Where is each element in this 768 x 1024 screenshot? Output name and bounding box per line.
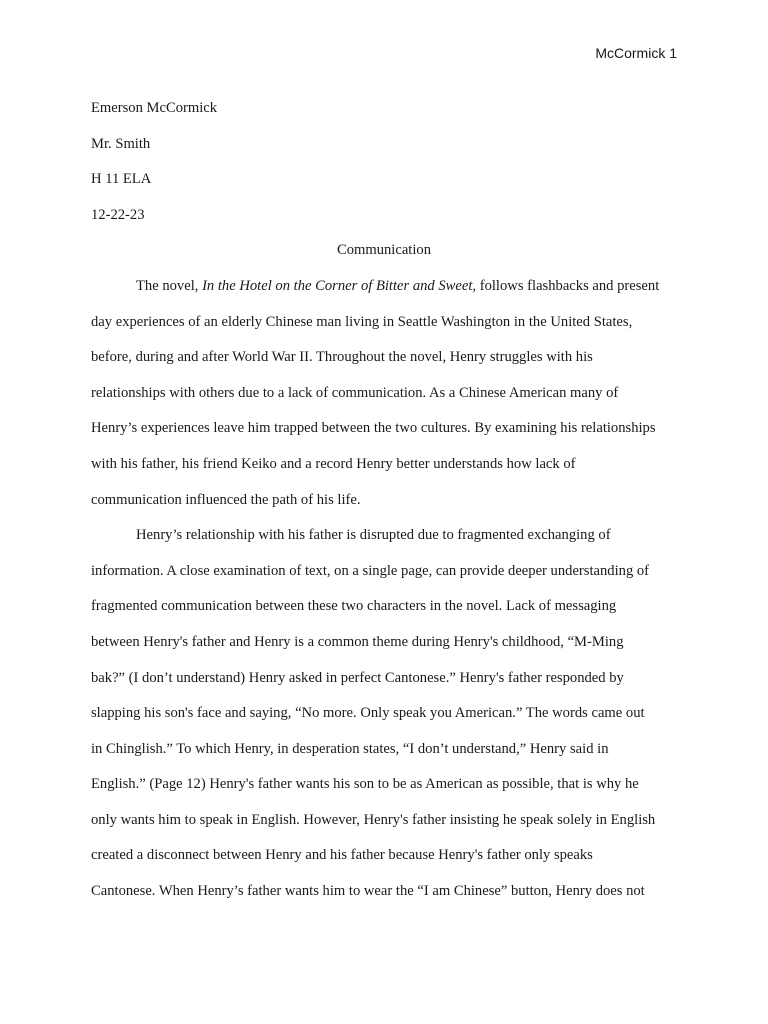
paragraph-line: in Chinglish.” To which Henry, in desperation states, “I don’t understand,” Henry said in [91,740,609,757]
paragraph-line: with his father, his friend Keiko and a record Henry better understands how lack of [91,455,576,472]
paragraph-line: fragmented communication between these two characters in the novel. Lack of messaging [91,598,617,615]
paragraph-line [91,269,677,305]
paragraph-line: created a disconnect between Henry and his father because Henry's father only speaks [91,847,593,864]
book-title: In the Hotel on the Corner of Bitter and Sweet [202,277,473,294]
paragraph-line: only wants him to speak in English. However, Henry's father insisting he speak solely in English [91,811,656,828]
paragraph-text: The novel, [136,277,203,294]
paragraph-line: communication influenced the path of his life. [91,491,361,508]
teacher-name: Mr. Smith [91,135,151,152]
paragraph-line: Henry’s relationship with his father is disrupted due to fragmented exchanging of [136,527,611,544]
paragraph-line: Henry’s experiences leave him trapped between the two cultures. By examining his relationships [91,420,656,437]
paragraph-line: slapping his son's face and saying, “No more. Only speak you American.” The words came out [91,705,645,722]
paragraph-line: relationships with others due to a lack of communication. As a Chinese American many of [91,384,619,401]
paragraph-line: bak?” (I don’t understand) Henry asked in perfect Cantonese.” Henry's father responded by [91,669,624,686]
essay-body [91,91,677,910]
paragraph-line: Cantonese. When Henry’s father wants him to wear the “I am Chinese” button, Henry does not [91,883,645,900]
paragraph-2 [91,518,677,910]
paragraph-text: , follows flashbacks and present [472,277,660,294]
essay-date: 12-22-23 [91,206,145,223]
paragraph-line: information. A close examination of text, on a single page, can provide deeper understanding of [91,562,650,579]
paragraph-1 [91,269,677,518]
course-name: H 11 ELA [91,171,152,188]
paragraph-line: before, during and after World War II. Throughout the novel, Henry struggles with his [91,349,593,366]
paragraph-line: English.” (Page 12) Henry's father wants his son to be as American as possible, that is why he [91,776,639,793]
essay-title: Communication [336,242,432,259]
author-name: Emerson McCormick [91,100,218,116]
paragraph-line: between Henry's father and Henry is a common theme during Henry's childhood, “M-Ming [91,633,624,650]
running-head: McCormick 1 [595,45,677,61]
paragraph-line: day experiences of an elderly Chinese man living in Seattle Washington in the United States, [91,313,633,330]
